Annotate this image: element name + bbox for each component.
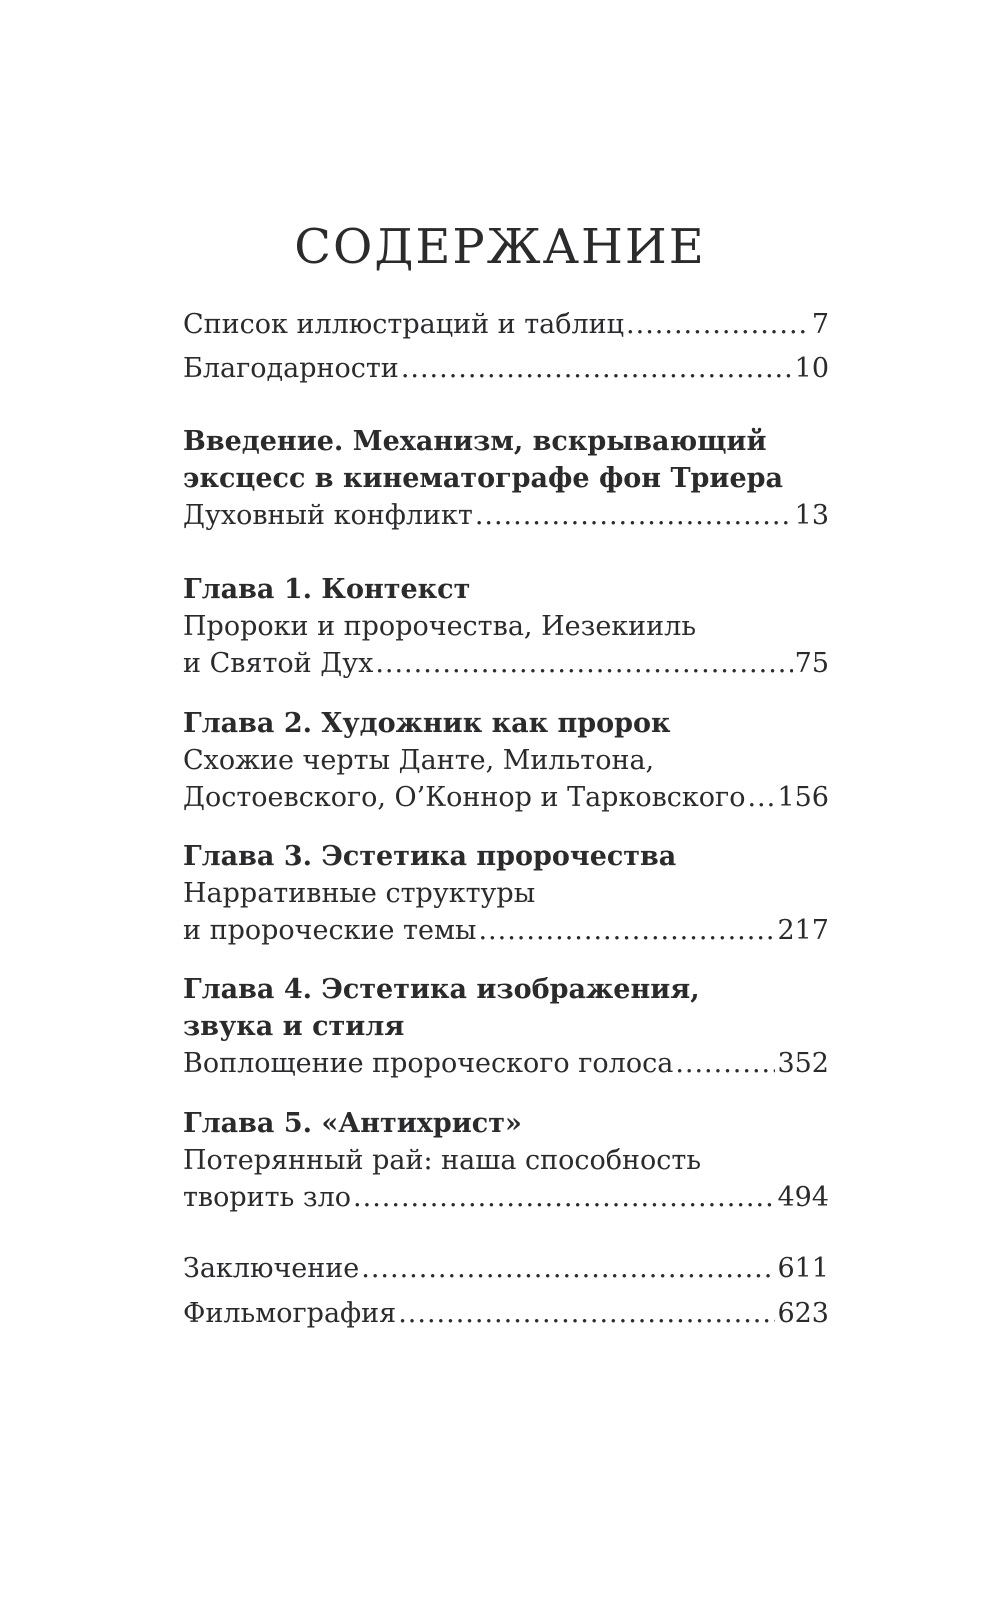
toc-entry-chapter-2 (183, 705, 829, 816)
page-number: 623 (777, 1298, 829, 1329)
dot-leader (478, 912, 775, 949)
entry-label: Нарративные структуры (183, 878, 536, 909)
entry-label: Фильмография (183, 1298, 397, 1329)
entry-label: Воплощение пророческого голоса (183, 1048, 674, 1079)
entry-label: Пророки и пророчества, Иезекииль (183, 611, 697, 642)
dot-leader (626, 306, 810, 343)
entry-heading: Глава 2. Художник как пророк (183, 708, 671, 739)
dot-leader (398, 1295, 775, 1332)
dot-leader (475, 497, 793, 534)
entry-label: Достоевского, О’Коннор и Тарковского (183, 782, 746, 813)
toc-entry-intro (183, 423, 829, 534)
toc-entry-illustrations (183, 306, 829, 343)
toc-entry-conclusion (183, 1250, 829, 1287)
page-number: 352 (777, 1048, 829, 1079)
toc-entry-chapter-3 (183, 838, 829, 949)
dot-leader (375, 645, 792, 682)
entry-label: и Святой Дух (183, 648, 374, 679)
toc-entry-thanks (183, 350, 829, 387)
entry-heading: Глава 3. Эстетика пророчества (183, 841, 677, 872)
entry-label: Заключение (183, 1253, 360, 1284)
toc-entry-filmography (183, 1295, 829, 1332)
page-title: СОДЕРЖАНИЕ (294, 219, 706, 276)
entry-heading: Введение. Механизм, вскрывающий (183, 426, 767, 457)
entry-heading: Глава 5. «Антихрист» (183, 1108, 522, 1139)
page-number: 156 (777, 782, 829, 813)
dot-leader (361, 1250, 775, 1287)
page-number: 217 (777, 915, 829, 946)
page-number: 10 (794, 353, 829, 384)
entry-label: и пророческие темы (183, 915, 477, 946)
page-number: 13 (794, 500, 829, 531)
entry-heading: эксцесс в кинематографе фон Триера (183, 463, 784, 494)
toc-entry-chapter-4 (183, 971, 829, 1082)
dot-leader (747, 779, 775, 816)
entry-heading: Глава 1. Контекст (183, 574, 471, 605)
entry-label: Благодарности (183, 353, 399, 384)
page-number: 75 (794, 648, 829, 679)
entry-label: Список иллюстраций и таблиц (183, 309, 625, 340)
entry-label: Духовный конфликт (183, 500, 473, 531)
toc-entry-chapter-1 (183, 571, 829, 682)
entry-heading: Глава 4. Эстетика изображения, (183, 974, 700, 1005)
entry-label: Потерянный рай: наша способность (183, 1145, 702, 1176)
dot-leader (675, 1045, 775, 1082)
page-number: 7 (811, 309, 829, 340)
entry-label: творить зло (183, 1182, 352, 1213)
toc-entry-chapter-5 (183, 1105, 829, 1216)
entry-heading: звука и стиля (183, 1011, 405, 1042)
entry-label: Схожие черты Данте, Мильтона, (183, 745, 655, 776)
page-number: 611 (777, 1253, 829, 1284)
page-number: 494 (777, 1182, 829, 1213)
dot-leader (401, 350, 793, 387)
dot-leader (353, 1179, 775, 1216)
